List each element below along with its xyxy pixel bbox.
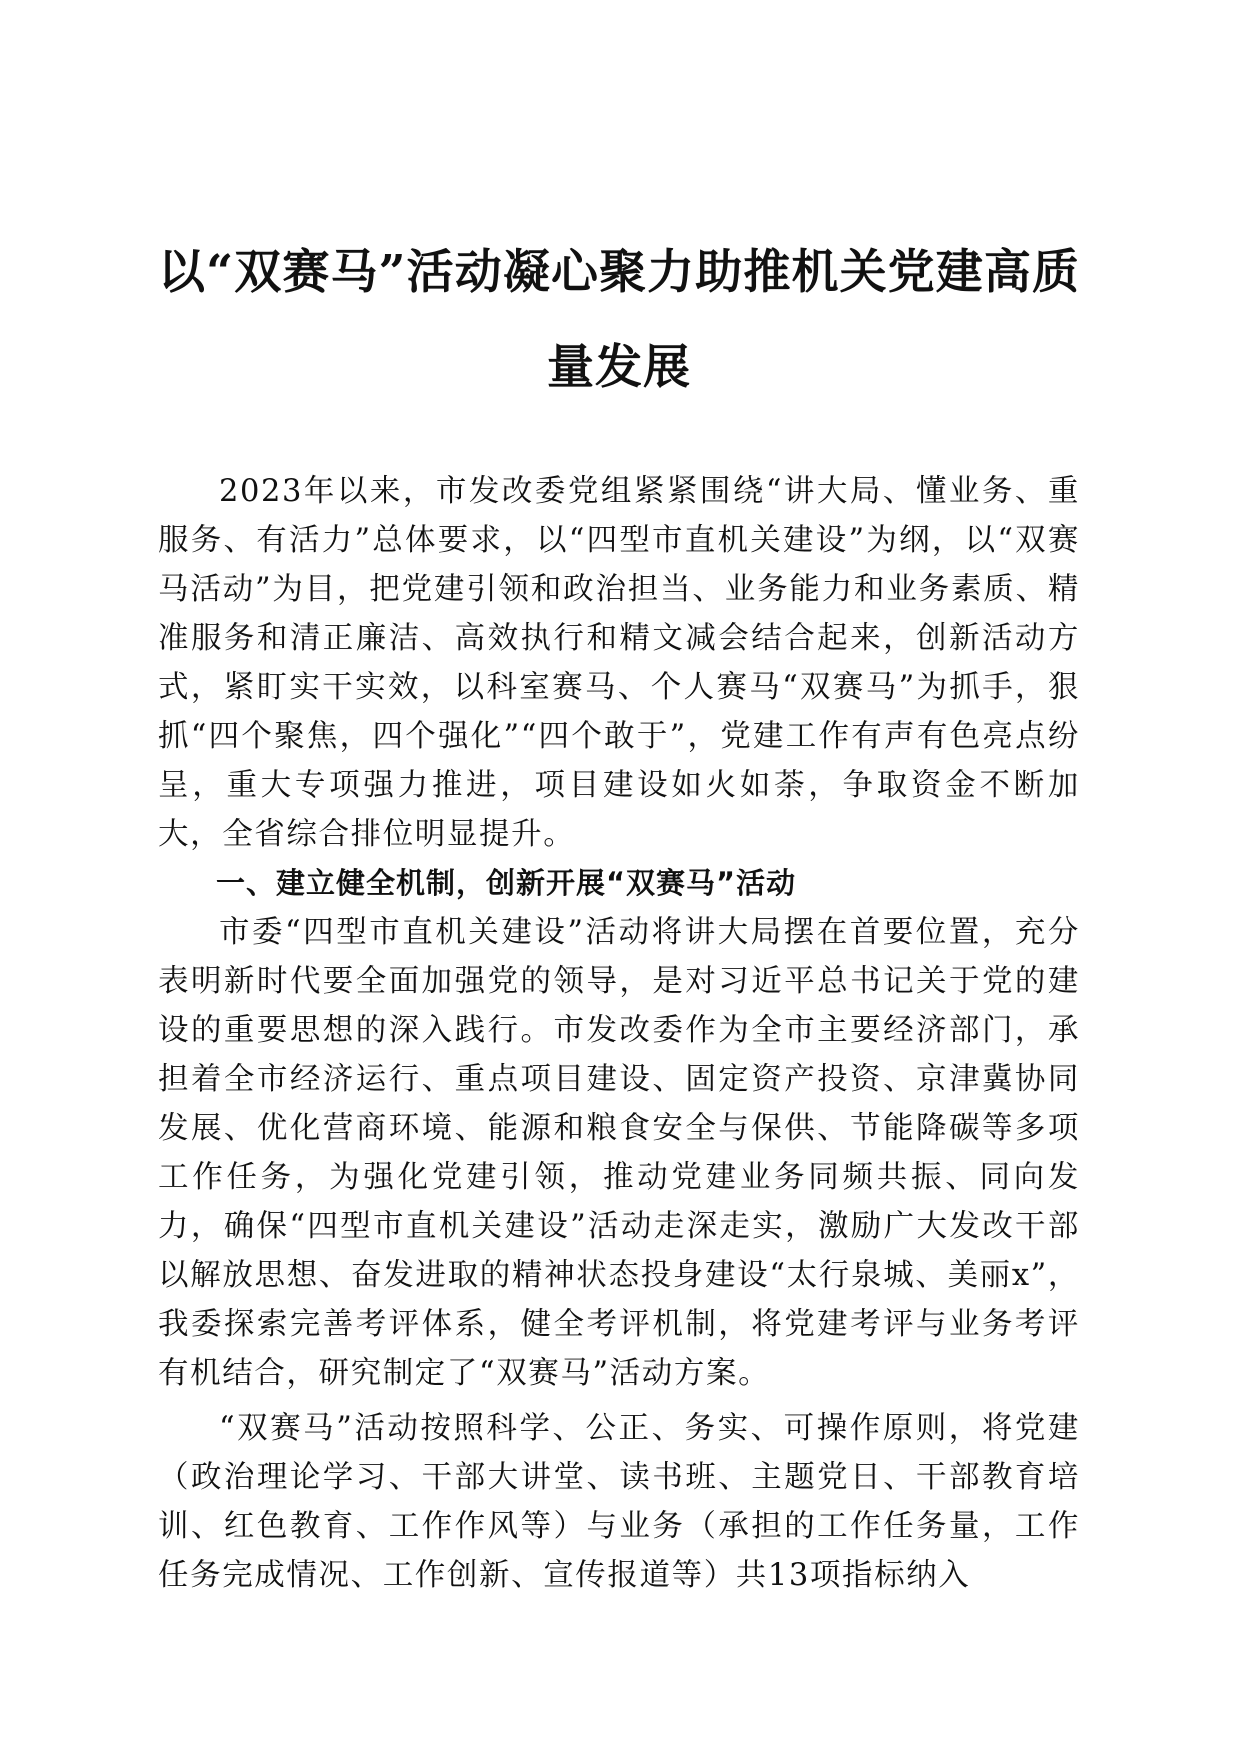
section-heading-1: 一、建立健全机制，创新开展“双赛马”活动 xyxy=(216,866,797,900)
document-body xyxy=(158,467,1080,1600)
section-1-paragraph: 市委“四型市直机关建设”活动将讲大局摆在首要位置，充分表明新时代要全面加强党的领导，是对习近平总书记关于党的建设的重要思想的深入践行。市发改委作为全市主要经济部门，承担着全市经济运行、重点项目建设、固定资产投资、京津冀协同发展、优化营商环境、能源和粮食安全与保供、节能降碳等多项工作任务，为强化党建引领，推动党建业务同频共振、同向发力，确保“四型市直机关建设”活动走深走实，激励广大发改干部以解放思想、奋发进取的精神状态投身建设“太行泉城、美丽x”，我委探索完善考评体系，健全考评机制，将党建考评与业务考评有机结合，研究制定了“双赛马”活动方案。 xyxy=(158,915,1080,1391)
document-title: 以“双赛马”活动凝心聚力助推机关党建高质量发展 xyxy=(158,245,1080,395)
section-1-paragraph: “双赛马”活动按照科学、公正、务实、可操作原则，将党建（政治理论学习、干部大讲堂、读书班、主题党日、干部教育培训、红色教育、工作作风等）与业务（承担的工作任务量，工作任务完成情况、工作创新、宣传报道等）共13项指标纳入 xyxy=(158,1411,1080,1593)
intro-paragraph: 2023年以来，市发改委党组紧紧围绕“讲大局、懂业务、重服务、有活力”总体要求，以“四型市直机关建设”为纲，以“双赛马活动”为目，把党建引领和政治担当、业务能力和业务素质、精准服务和清正廉洁、高效执行和精文减会结合起来，创新活动方式，紧盯实干实效，以科室赛马、个人赛马“双赛马”为抓手，狠抓“四个聚焦，四个强化”“四个敢于”，党建工作有声有色亮点纷呈，重大专项强力推进，项目建设如火如荼，争取资金不断加大，全省综合排位明显提升。 xyxy=(158,474,1080,852)
document-page xyxy=(158,225,1080,1600)
